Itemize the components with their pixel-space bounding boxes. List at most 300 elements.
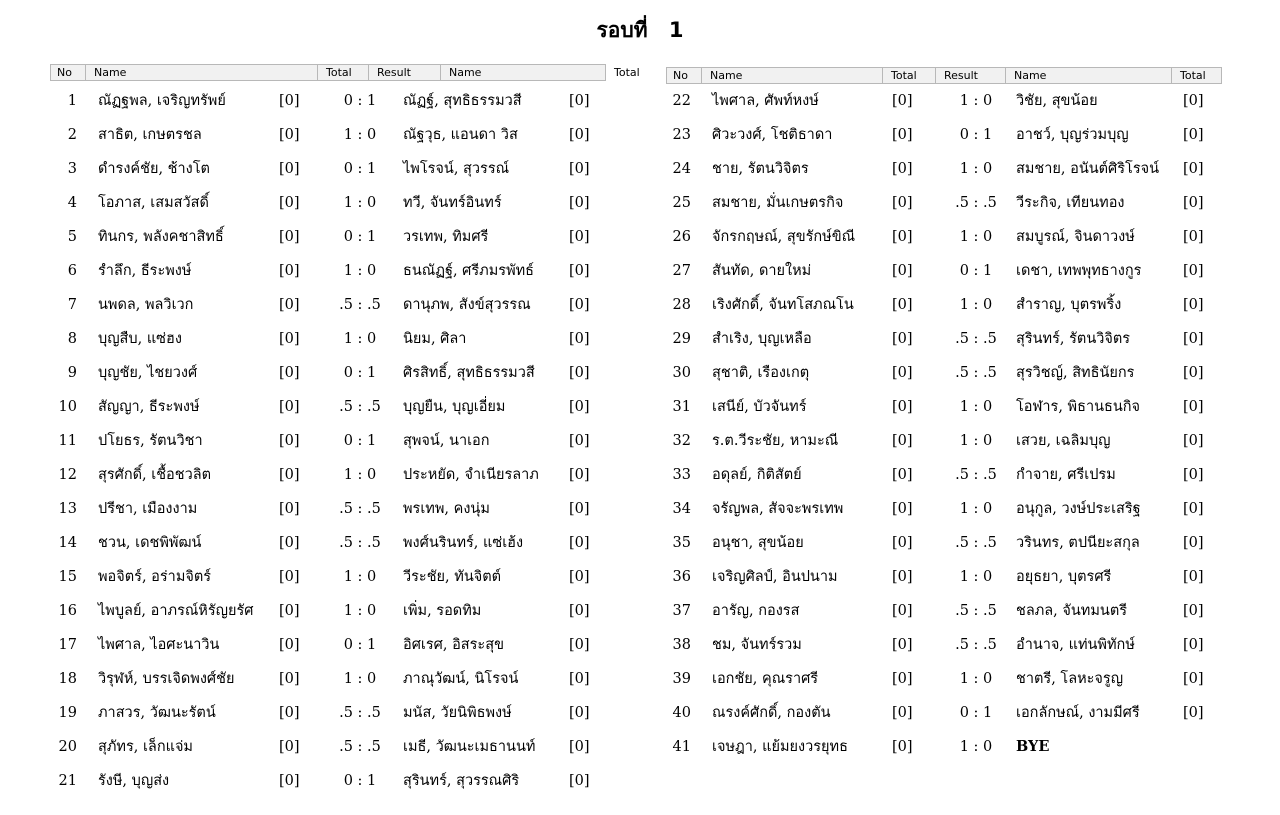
player-name: ร.ต.วีระชัย, หามะณี	[712, 433, 839, 449]
opponent-name: พรเทพ, คงนุ่ม	[403, 501, 490, 517]
opponent-name: สมบูรณ์, จินดาวงษ์	[1016, 229, 1135, 245]
player-total: [0]	[279, 297, 300, 313]
player-number: 7	[67, 297, 77, 313]
player-name: ณรงค์ศักดิ์, กองตัน	[712, 705, 831, 721]
player-number: 36	[672, 569, 691, 585]
player-name: รังษี, บุญส่ง	[98, 773, 170, 789]
table-row[interactable]	[666, 220, 1222, 254]
table-row[interactable]	[666, 560, 1222, 594]
player-total: [0]	[892, 535, 913, 551]
opponent-total: [0]	[1183, 331, 1204, 347]
table-row[interactable]	[50, 594, 606, 628]
player-name: จักรกฤษณ์, สุขรักษ์ขิณี	[712, 229, 856, 245]
game-result: 1 : 0	[959, 433, 993, 449]
player-name: ปรีชา, เมืองงาม	[98, 501, 198, 517]
player-name: เสนีย์, บัวจันทร์	[712, 399, 807, 415]
opponent-name: อิศเรศ, อิสระสุข	[403, 637, 504, 653]
player-name: ชม, จันทร์รวม	[712, 637, 802, 653]
player-total: [0]	[279, 501, 300, 517]
opponent-total: [0]	[1183, 161, 1204, 177]
game-result: .5 : .5	[339, 399, 381, 415]
game-result: .5 : .5	[955, 331, 997, 347]
table-row[interactable]	[50, 492, 606, 526]
opponent-total: [0]	[1183, 263, 1204, 279]
game-result: 1 : 0	[959, 399, 993, 415]
game-result: .5 : .5	[955, 637, 997, 653]
player-name: บุญชัย, ไชยวงศ์	[98, 365, 198, 381]
opponent-total: [0]	[569, 705, 590, 721]
player-total: [0]	[892, 195, 913, 211]
player-total: [0]	[892, 671, 913, 687]
player-total: [0]	[279, 229, 300, 245]
player-number: 37	[672, 603, 691, 619]
opponent-name: กำจาย, ศรีเปรม	[1016, 467, 1116, 483]
player-name: ศิวะวงศ์, โชติธาดา	[712, 127, 833, 143]
header-result[interactable]: Result	[935, 68, 1005, 83]
player-total: [0]	[892, 263, 913, 279]
game-result: 1 : 0	[343, 467, 377, 483]
player-total: [0]	[279, 365, 300, 381]
player-total: [0]	[279, 127, 300, 143]
player-name: ไพบูลย์, อาภรณ์หิรัญยรัศ	[98, 603, 254, 619]
opponent-name: ชลภล, จันทมนตรี	[1016, 603, 1128, 619]
opponent-name: ธนณัฏฐ์, ศรีภมรพัทธ์	[403, 263, 535, 279]
player-name: ไพศาล, ศัพท์หงษ์	[712, 93, 819, 109]
player-name: สันทัด, ดายใหม่	[712, 263, 812, 279]
player-number: 3	[67, 161, 77, 177]
opponent-name: วรเทพ, ทิมศรี	[403, 229, 489, 245]
player-number: 5	[67, 229, 77, 245]
game-result: 1 : 0	[959, 569, 993, 585]
game-result: .5 : .5	[339, 705, 381, 721]
opponent-total: [0]	[1183, 93, 1204, 109]
opponent-total: [0]	[1183, 195, 1204, 211]
player-name: สุภัทร, เล็กแจ่ม	[98, 739, 193, 755]
game-result: 1 : 0	[343, 603, 377, 619]
opponent-total: [0]	[569, 331, 590, 347]
opponent-name: ดานุภพ, สังข์สุวรรณ	[403, 297, 531, 313]
table-row[interactable]	[50, 356, 606, 390]
player-number: 38	[672, 637, 691, 653]
player-total: [0]	[892, 93, 913, 109]
table-row[interactable]	[50, 730, 606, 764]
header-name[interactable]: Name	[701, 68, 882, 83]
game-result: 1 : 0	[343, 569, 377, 585]
opponent-name: โอฬาร, พิธานธนกิจ	[1016, 399, 1141, 415]
game-result: 1 : 0	[343, 127, 377, 143]
player-total: [0]	[279, 195, 300, 211]
player-total: [0]	[279, 399, 300, 415]
player-total: [0]	[892, 229, 913, 245]
opponent-name: สุรวิชญ์, สิทธินัยกร	[1016, 365, 1135, 381]
opponent-name: เอกลักษณ์, งามมีศรี	[1016, 705, 1140, 721]
table-row[interactable]	[50, 424, 606, 458]
table-row[interactable]	[50, 526, 606, 560]
header-result[interactable]: Result	[368, 65, 440, 80]
opponent-total: [0]	[1183, 535, 1204, 551]
header-total[interactable]: Total	[317, 65, 368, 80]
player-name: อดุลย์, กิติสัตย์	[712, 467, 802, 483]
table-row[interactable]	[50, 186, 606, 220]
opponent-name: ทวี, จันทร์อินทร์	[403, 195, 502, 211]
player-number: 39	[672, 671, 691, 687]
player-total: [0]	[892, 569, 913, 585]
opponent-name: สุรินทร์, สุวรรณศิริ	[403, 773, 520, 789]
player-total: [0]	[892, 399, 913, 415]
player-number: 6	[67, 263, 77, 279]
table-row[interactable]	[50, 118, 606, 152]
opponent-total: [0]	[1183, 297, 1204, 313]
player-number: 40	[672, 705, 691, 721]
player-number: 8	[67, 331, 77, 347]
player-name: บุญสืบ, แซ่ฮง	[98, 331, 182, 347]
opponent-name: สุพจน์, นาเอก	[403, 433, 490, 449]
player-number: 33	[672, 467, 691, 483]
player-number: 10	[58, 399, 77, 415]
game-result: 1 : 0	[959, 297, 993, 313]
opponent-total: [0]	[1183, 671, 1204, 687]
opponent-total: [0]	[569, 467, 590, 483]
player-number: 12	[58, 467, 77, 483]
player-number: 26	[672, 229, 691, 245]
player-name: รำลึก, ธีระพงษ์	[98, 263, 192, 279]
opponent-name: ไพโรจน์, สุวรรณ์	[403, 161, 510, 177]
opponent-total: [0]	[1183, 467, 1204, 483]
opponent-total: [0]	[569, 535, 590, 551]
opponent-total: [0]	[569, 263, 590, 279]
player-number: 28	[672, 297, 691, 313]
table-row[interactable]	[50, 220, 606, 254]
opponent-total: [0]	[1183, 705, 1204, 721]
game-result: 1 : 0	[959, 93, 993, 109]
player-total: [0]	[892, 127, 913, 143]
opponent-total: [0]	[1183, 365, 1204, 381]
game-result: 0 : 1	[343, 93, 377, 109]
player-number: 14	[58, 535, 77, 551]
table-row[interactable]	[666, 424, 1222, 458]
player-number: 23	[672, 127, 691, 143]
player-name: สุรศักดิ์, เชื้อชวลิต	[98, 467, 212, 483]
opponent-name: ประหยัด, จำเนียรลาภ	[403, 467, 539, 483]
player-number: 35	[672, 535, 691, 551]
player-name: สมชาย, มั่นเกษตรกิจ	[712, 195, 844, 211]
player-number: 22	[672, 93, 691, 109]
opponent-total: [0]	[1183, 399, 1204, 415]
player-name: ชวน, เดชพิพัฒน์	[98, 535, 202, 551]
player-total: [0]	[892, 739, 913, 755]
player-number: 32	[672, 433, 691, 449]
player-total: [0]	[279, 433, 300, 449]
opponent-total: [0]	[569, 739, 590, 755]
opponent-name: วีระชัย, ทันจิตต์	[403, 569, 502, 585]
game-result: 0 : 1	[343, 365, 377, 381]
opponent-total: [0]	[569, 433, 590, 449]
game-result: 1 : 0	[343, 263, 377, 279]
player-name: ณัฏฐพล, เจริญทรัพย์	[98, 93, 226, 109]
player-name: พอจิตร์, อร่ามจิตร์	[98, 569, 212, 585]
player-name: อนุชา, สุขน้อย	[712, 535, 804, 551]
player-number: 15	[58, 569, 77, 585]
opponent-total: [0]	[569, 161, 590, 177]
opponent-name: เมธี, วัฒนะเมธานนท์	[403, 739, 536, 755]
player-total: [0]	[279, 263, 300, 279]
player-total: [0]	[892, 501, 913, 517]
opponent-total: [0]	[1183, 569, 1204, 585]
game-result: 0 : 1	[959, 263, 993, 279]
game-result: 1 : 0	[959, 229, 993, 245]
table-row[interactable]	[666, 696, 1222, 730]
player-total: [0]	[279, 705, 300, 721]
opponent-name: ชาตรี, โลหะจรูญ	[1016, 671, 1124, 687]
player-name: โอภาส, เสมสวัสดิ์	[98, 195, 209, 211]
player-name: ชาย, รัตนวิจิตร	[712, 161, 809, 177]
opponent-name: วีระกิจ, เทียนทอง	[1016, 195, 1125, 211]
table-row[interactable]	[50, 628, 606, 662]
table-row[interactable]	[50, 152, 606, 186]
table-header	[666, 67, 1222, 84]
player-name: เจษฎา, แย้มยงวรยุทธ	[712, 739, 848, 755]
player-total: [0]	[892, 297, 913, 313]
player-total: [0]	[892, 161, 913, 177]
player-total: [0]	[279, 569, 300, 585]
opponent-name: มนัส, วัยนิพิธพงษ์	[403, 705, 512, 721]
player-name: สัญญา, ธีระพงษ์	[98, 399, 200, 415]
game-result: .5 : .5	[955, 467, 997, 483]
opponent-total: [0]	[1183, 501, 1204, 517]
table-row[interactable]	[666, 594, 1222, 628]
game-result: 0 : 1	[959, 705, 993, 721]
game-result: 1 : 0	[343, 195, 377, 211]
player-total: [0]	[892, 705, 913, 721]
table-row[interactable]	[50, 662, 606, 696]
game-result: 1 : 0	[959, 671, 993, 687]
player-number: 2	[67, 127, 77, 143]
opponent-total: [0]	[569, 365, 590, 381]
opponent-total: [0]	[569, 229, 590, 245]
header-opponent-total[interactable]: Total	[1171, 68, 1223, 83]
table-row[interactable]	[50, 458, 606, 492]
player-total: [0]	[892, 433, 913, 449]
player-name: นพดล, พลวิเวก	[98, 297, 194, 313]
player-name: ดำรงค์ชัย, ช้างโต	[98, 161, 210, 177]
header-total[interactable]: Total	[882, 68, 935, 83]
table-row[interactable]	[666, 662, 1222, 696]
game-result: .5 : .5	[955, 195, 997, 211]
player-name: สุชาติ, เรืองเกตุ	[712, 365, 810, 381]
opponent-total: [0]	[569, 671, 590, 687]
opponent-total: [0]	[569, 399, 590, 415]
page-title: รอบที่ 1	[596, 18, 684, 42]
table-row[interactable]	[50, 696, 606, 730]
player-number: 29	[672, 331, 691, 347]
header-no[interactable]: No	[673, 69, 688, 82]
game-result: .5 : .5	[955, 365, 997, 381]
header-opponent-name[interactable]: Name	[1005, 68, 1171, 83]
opponent-name: เพิ่ม, รอดทิม	[403, 603, 482, 619]
table-row[interactable]	[666, 322, 1222, 356]
table-row[interactable]	[666, 84, 1222, 118]
game-result: 1 : 0	[959, 739, 993, 755]
opponent-name: สุรินทร์, รัตนวิจิตร	[1016, 331, 1131, 347]
game-result: 0 : 1	[343, 773, 377, 789]
game-result: .5 : .5	[339, 297, 381, 313]
opponent-name: วิชัย, สุขน้อย	[1016, 93, 1098, 109]
player-total: [0]	[892, 637, 913, 653]
table-row[interactable]	[666, 152, 1222, 186]
player-name: จรัญพล, สัจจะพรเทพ	[712, 501, 844, 517]
player-total: [0]	[279, 93, 300, 109]
table-row[interactable]	[50, 254, 606, 288]
player-name: เริงศักดิ์, จันทโสภณโน	[712, 297, 854, 313]
player-number: 16	[58, 603, 77, 619]
player-total: [0]	[279, 773, 300, 789]
table-row[interactable]	[666, 526, 1222, 560]
player-number: 18	[58, 671, 77, 687]
player-name: วิรุฬห์, บรรเจิดพงศ์ชัย	[98, 671, 235, 687]
opponent-name: วรินทร, ตปนียะสกุล	[1016, 535, 1140, 551]
table-row[interactable]	[666, 492, 1222, 526]
opponent-name: ศิรสิทธิ์, สุทธิธรรมวสี	[403, 365, 535, 381]
player-number: 1	[67, 93, 77, 109]
player-number: 41	[672, 739, 691, 755]
table-row[interactable]	[50, 390, 606, 424]
player-total: [0]	[892, 603, 913, 619]
game-result: 0 : 1	[343, 637, 377, 653]
opponent-total: [0]	[569, 195, 590, 211]
table-row[interactable]	[666, 254, 1222, 288]
player-total: [0]	[892, 365, 913, 381]
pairings-table-left	[50, 64, 640, 794]
table-row[interactable]	[666, 186, 1222, 220]
player-name: เจริญศิลป์, อินปนาม	[712, 569, 838, 585]
opponent-total: [0]	[569, 127, 590, 143]
opponent-name: ภาณุวัฒน์, นิโรจน์	[403, 671, 519, 687]
player-name: ไพศาล, ไอศะนาวิน	[98, 637, 220, 653]
opponent-name: อำนาจ, แท่นพิทักษ์	[1016, 637, 1135, 653]
table-row[interactable]	[666, 288, 1222, 322]
table-row[interactable]	[50, 560, 606, 594]
player-number: 9	[67, 365, 77, 381]
opponent-name: เสวย, เฉลิมบุญ	[1016, 433, 1111, 449]
player-number: 30	[672, 365, 691, 381]
player-number: 21	[58, 773, 77, 789]
opponent-name: อนุกูล, วงษ์ประเสริฐ	[1016, 501, 1141, 517]
player-total: [0]	[279, 671, 300, 687]
player-total: [0]	[892, 467, 913, 483]
player-total: [0]	[279, 161, 300, 177]
player-name: สำเริง, บุญเหลือ	[712, 331, 812, 347]
header-opponent-total[interactable]: Total	[605, 65, 655, 80]
table-row[interactable]	[50, 84, 606, 118]
opponent-name: พงศ์นรินทร์, แซ่เฮ้ง	[403, 535, 524, 551]
player-name: ทินกร, พลังคชาสิทธิ์	[98, 229, 224, 245]
table-row[interactable]	[666, 458, 1222, 492]
player-total: [0]	[279, 331, 300, 347]
player-name: สาธิต, เกษตรชล	[98, 127, 202, 143]
player-number: 34	[672, 501, 691, 517]
game-result: 0 : 1	[343, 433, 377, 449]
game-result: 1 : 0	[343, 331, 377, 347]
player-total: [0]	[279, 603, 300, 619]
table-header	[50, 64, 640, 81]
game-result: .5 : .5	[955, 535, 997, 551]
opponent-name: ณัฐวุธ, แอนดา วิส	[403, 127, 518, 143]
player-number: 25	[672, 195, 691, 211]
table-row[interactable]	[50, 764, 606, 798]
table-row[interactable]	[666, 730, 1222, 764]
opponent-name: สำราญ, บุตรพริ้ง	[1016, 297, 1122, 313]
game-result: 0 : 1	[343, 161, 377, 177]
opponent-name: อาชว์, บุญร่วมบุญ	[1016, 127, 1129, 143]
player-total: [0]	[279, 739, 300, 755]
opponent-total: [0]	[569, 501, 590, 517]
opponent-total: [0]	[569, 773, 590, 789]
game-result: 0 : 1	[343, 229, 377, 245]
player-total: [0]	[892, 331, 913, 347]
game-result: 0 : 1	[959, 127, 993, 143]
opponent-name: นิยม, ศิลา	[403, 331, 467, 347]
game-result: .5 : .5	[339, 501, 381, 517]
player-number: 13	[58, 501, 77, 517]
player-total: [0]	[279, 637, 300, 653]
player-total: [0]	[279, 467, 300, 483]
opponent-name: ณัฏฐ์, สุทธิธรรมวสี	[403, 93, 522, 109]
opponent-name: สมชาย, อนันต์ศิริโรจน์	[1016, 161, 1160, 177]
opponent-name: บุญยืน, บุญเอี่ยม	[403, 399, 506, 415]
player-number: 31	[672, 399, 691, 415]
player-number: 27	[672, 263, 691, 279]
opponent-total: [0]	[569, 297, 590, 313]
player-number: 17	[58, 637, 77, 653]
table-row[interactable]	[666, 356, 1222, 390]
table-row[interactable]	[50, 322, 606, 356]
table-row[interactable]	[666, 390, 1222, 424]
player-total: [0]	[279, 535, 300, 551]
player-number: 19	[58, 705, 77, 721]
table-row[interactable]	[50, 288, 606, 322]
table-row[interactable]	[666, 628, 1222, 662]
player-name: เอกชัย, คุณราศรี	[712, 671, 819, 687]
game-result: .5 : .5	[955, 603, 997, 619]
player-number: 11	[58, 433, 77, 449]
opponent-name: BYE	[1016, 738, 1050, 755]
player-name: ภาสวร, วัฒนะรัตน์	[98, 705, 216, 721]
game-result: 1 : 0	[343, 671, 377, 687]
table-row[interactable]	[666, 118, 1222, 152]
game-result: 1 : 0	[959, 161, 993, 177]
player-name: ปโยธร, รัตนวิชา	[98, 433, 203, 449]
pairings-table-right	[666, 67, 1222, 767]
opponent-total: [0]	[1183, 637, 1204, 653]
player-number: 4	[67, 195, 77, 211]
header-name[interactable]: Name	[85, 65, 317, 80]
player-number: 20	[58, 739, 77, 755]
header-no[interactable]: No	[57, 66, 72, 79]
opponent-total: [0]	[569, 603, 590, 619]
game-result: .5 : .5	[339, 535, 381, 551]
game-result: 1 : 0	[959, 501, 993, 517]
opponent-total: [0]	[1183, 127, 1204, 143]
opponent-total: [0]	[1183, 603, 1204, 619]
header-opponent-name[interactable]: Name	[440, 65, 605, 80]
opponent-total: [0]	[569, 637, 590, 653]
opponent-total: [0]	[569, 93, 590, 109]
opponent-total: [0]	[1183, 229, 1204, 245]
opponent-total: [0]	[1183, 433, 1204, 449]
game-result: .5 : .5	[339, 739, 381, 755]
opponent-total: [0]	[569, 569, 590, 585]
player-name: อารัญ, กองรส	[712, 603, 800, 619]
